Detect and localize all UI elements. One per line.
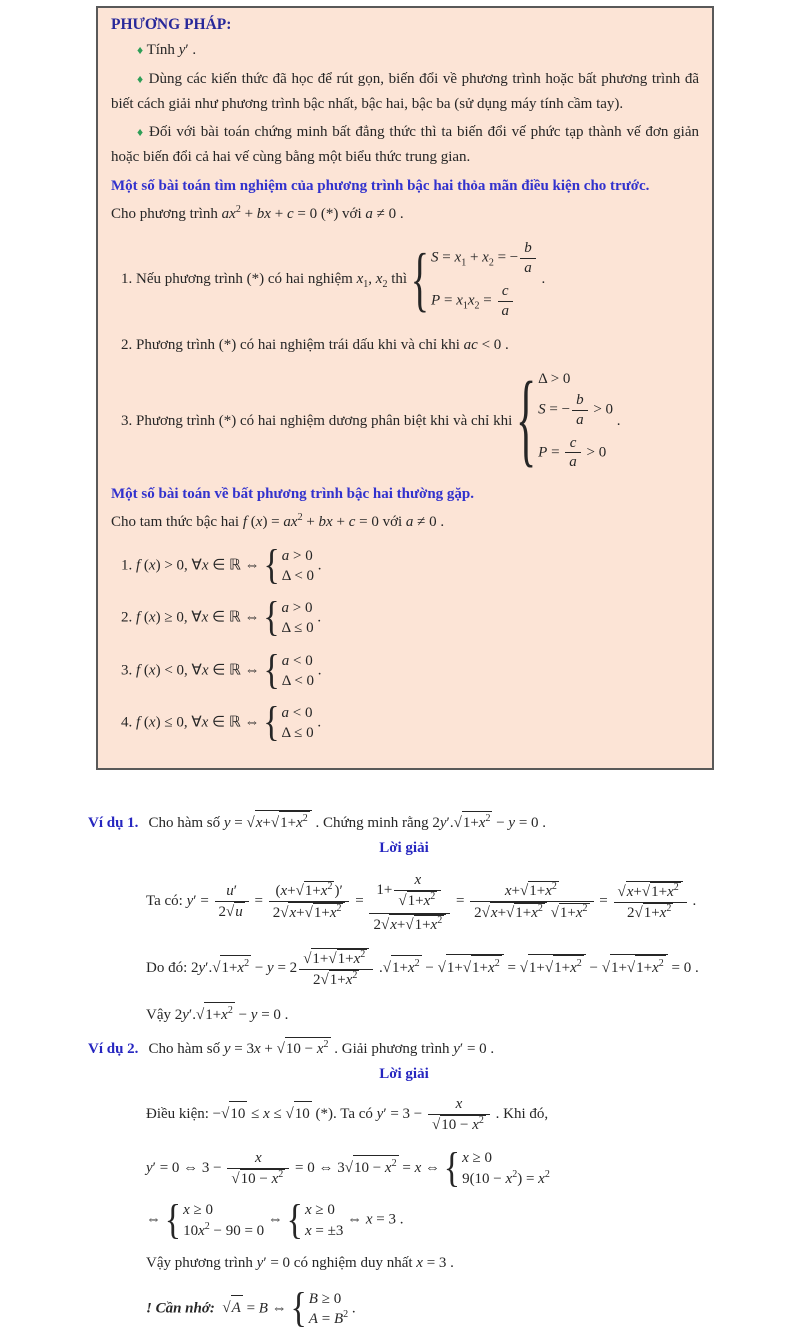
method-bullet: ♦ Đối với bài toán chứng minh bất đẳng thức thì ta biến đổi vế phức tạp thành vế đơn giản hoặc biến đổi cả hai vế cùng bằng một biểu thức trung gian. <box>111 124 700 165</box>
method-bullet: ♦ Dùng các kiến thức đã học để rút gọn, biến đổi về phương trình hoặc bất phương trình đã biết cách giải như phương trình bậc nhất, bậc hai, bậc ba (sử dụng máy tính cầm tay). <box>111 70 699 112</box>
inequality-item-1: 1. f (x) > 0, ∀x ∈ ℝ ⇔ { a > 0 Δ < 0 . <box>121 542 322 589</box>
remember-note: ! Cần nhớ: √A = B ⇔ { B ≥ 0 $A = B^2$ . <box>146 1285 356 1332</box>
quadratic-item-3: 3. Phương trình (*) có hai nghiệm dương phân biệt khi và chỉ khi { Δ > 0 S = − $\frac{b}{a}$ > 0 P = $\frac{c}{a}$ > 0 . <box>121 363 621 479</box>
inequality-intro-formula: Cho tam thức bậc hai f $(x) = ax^2$ + bx + c = 0 với a ≠ 0 . <box>111 512 445 530</box>
example-1-statement: Cho hàm số $y = √x+√1+x^2$ . Chứng minh rằng $2y'.√1+x^2 - y = 0$ . <box>148 815 546 831</box>
method-bullet: ♦ Tính y′ . <box>137 42 197 58</box>
example-2-solution-line: Vậy phương trình y′ = 0 có nghiệm duy nhất x = 3 . <box>146 1254 454 1271</box>
example-2-label: Ví dụ 2. <box>88 1040 139 1057</box>
method-box <box>96 6 714 770</box>
example-2-statement: Cho hàm số $y = 3x + √10 - x^2$ . Giải phương trình y′ = 0 . <box>148 1041 494 1057</box>
example-1-solution-line: Vậy $2y'.√1+x^2 - y = 0$ . <box>146 1002 720 1027</box>
section-heading-quadratic-inequalities: Một số bài toán về bất phương trình bậc hai thường gặp. <box>111 486 475 502</box>
example-2-header <box>88 1037 720 1061</box>
inequality-item-3: 3. f (x) < 0, ∀x ∈ ℝ ⇔ { a < 0 Δ < 0 . <box>121 647 322 694</box>
inequality-item-4: 4. f (x) ≤ 0, ∀x ∈ ℝ ⇔ { a < 0 Δ ≤ 0 . <box>121 699 322 746</box>
method-title: PHƯƠNG PHÁP: <box>111 16 232 33</box>
example-1-header <box>88 810 720 835</box>
example-2-solution-label: Lời giải <box>379 1066 429 1083</box>
example-1-solution-line: Ta có: y′ = $\frac{u'}{2√u}$ = $\frac{(x+√1+x^2 )'}{2√x+√1+x^2}$ = 1+ $\frac{x}{√1+x^2}$ $2√x+√1+x^2$ = $\frac{x+√1+x^2}{2√x+√1+x^2 √1+x^2}$ = $\frac{√x+√1+x^2}{2√1+x^2}$ . <box>146 872 697 933</box>
quadratic-item-2: 2. Phương trình (*) có hai nghiệm trái dấu khi và chỉ khi ac < 0 . <box>121 337 509 354</box>
example-2-solution-line: ⇔ { x ≥ 0 $10x^2 - 90 = 0$ ⇔ { x ≥ 0 x = ±3 ⇔ x = 3 . <box>146 1196 404 1243</box>
example-1-solution-label: Lời giải <box>379 840 429 856</box>
example-2-solution-line: Điều kiện: −√10 ≤ x ≤ √10 (*). Ta có y′ = 3 − $\frac{x}{√10 - x^2}$ . Khi đó, <box>146 1096 549 1133</box>
example-1-label: Ví dụ 1. <box>88 814 139 831</box>
section-heading-quadratic-roots: Một số bài toán tìm nghiệm của phương trình bậc hai thỏa mãn điều kiện cho trước. <box>111 177 650 194</box>
quadratic-intro-formula: Cho phương trình $ax^2$ + bx + c = 0 (*) với a ≠ 0 . <box>111 203 404 222</box>
example-2-solution-line: y′ = 0 ⇔ 3 − $\frac{x}{√10 - x^2}$ = 0 ⇔ $3√10 - x^2 = x$ ⇔ { x ≥ 0 $9(10 - x^2) = x^2$ <box>146 1144 550 1191</box>
examples-section <box>88 810 720 1330</box>
quadratic-item-1: 1. Nếu phương trình (*) có hai nghiệm $x_1$, $x_2$ thì { $S = x_1 + x_2$ = − $\frac{b}{a}$ $P = x_1x_2$ = $\frac{c}{a}$ . <box>121 239 546 320</box>
example-1-solution-line: Do đó: $2y'.√1+x^2 - y = 2$ $\frac{√1+√1+x^2}{2√1+x^2}$ $.√1+x^2 - √1+√1+x^2 = √1+√1+x^2 - √1+√1+x^2 = 0$ . <box>146 949 699 988</box>
inequality-item-2: 2. f (x) ≥ 0, ∀x ∈ ℝ ⇔ { a > 0 Δ ≤ 0 . <box>121 594 322 641</box>
